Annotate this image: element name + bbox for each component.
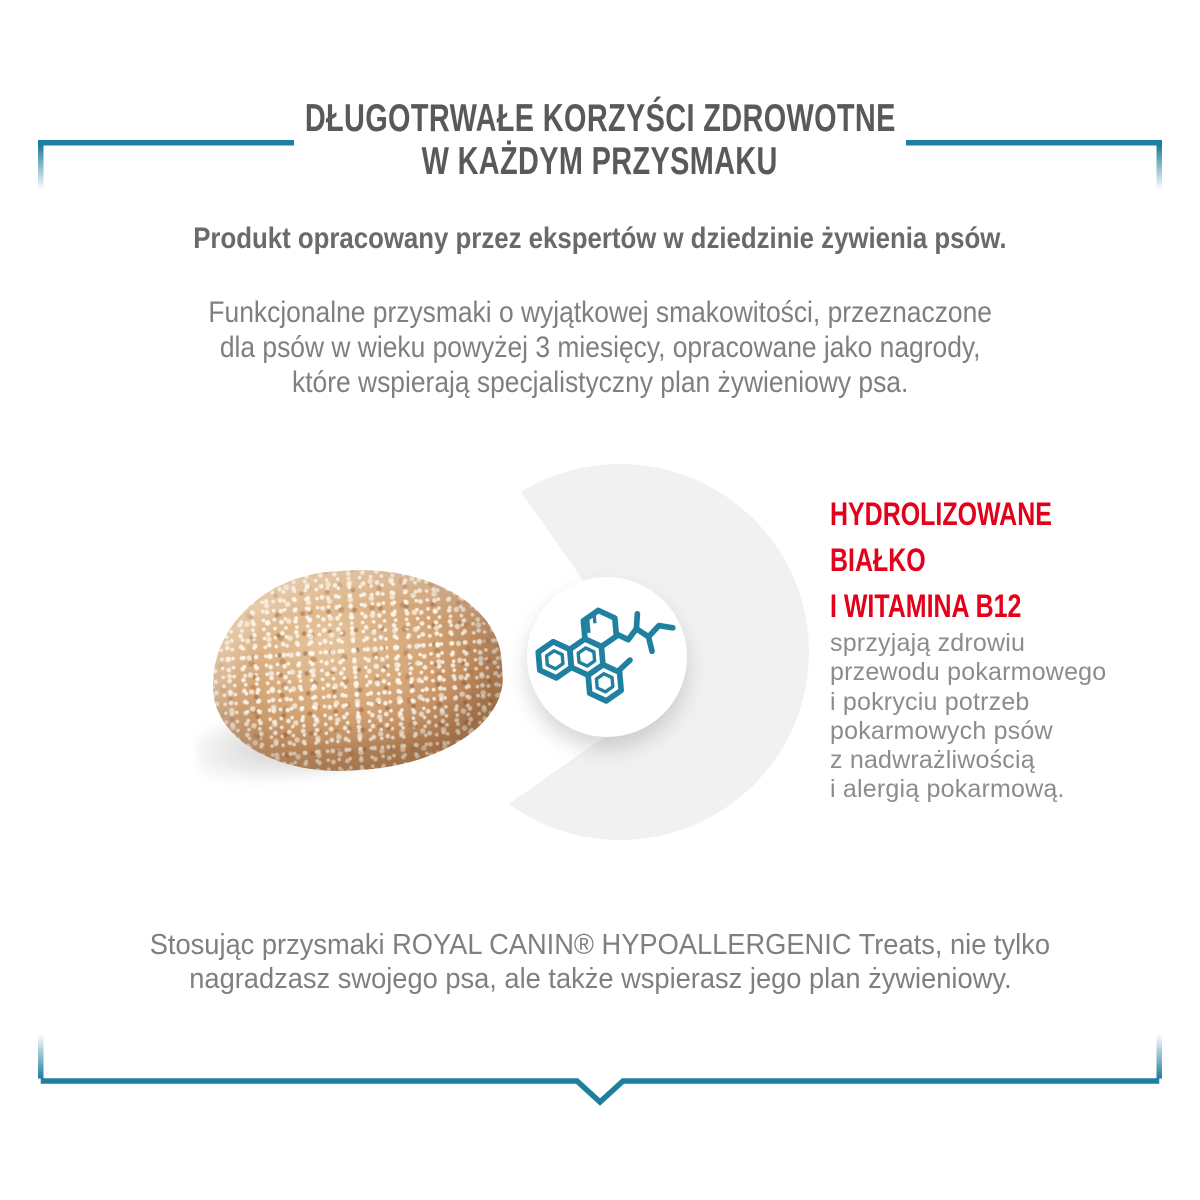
- intro-paragraph: [0, 295, 1200, 400]
- page-title-line-1: DŁUGOTRWAŁE KORZYŚCI ZDROWOTNE: [304, 97, 896, 140]
- page-title-line-2: W KAŻDYM PRZYSMAKU: [421, 140, 779, 183]
- feature-heading-line: BIAŁKO: [830, 542, 926, 578]
- feature-description: [830, 629, 1160, 805]
- feature-description-line: sprzyjają zdrowiu: [830, 629, 1026, 657]
- intro-line: dla psów w wieku powyżej 3 miesięcy, opracowane jako nagrody,: [219, 331, 981, 364]
- feature-heading-line: I WITAMINA B12: [830, 588, 1022, 624]
- subtitle: Produkt opracowany przez ekspertów w dziedzinie żywienia psów.: [193, 222, 1007, 255]
- feature-description-line: i pokryciu potrzeb: [830, 687, 1030, 716]
- feature-description-line: i alergią pokarmową.: [830, 775, 1065, 804]
- molecule-icon: [528, 596, 687, 718]
- intro-line: Funkcjonalne przysmaki o wyjątkowej smakowitości, przeznaczone: [208, 296, 992, 329]
- bottom-border-chevron: [38, 1034, 1162, 1102]
- footer-line: Stosując przysmaki ROYAL CANIN® HYPOALLERGENIC Treats, nie tylko: [149, 929, 1051, 961]
- feature-description-line: z nadwrażliwością: [830, 746, 1035, 775]
- page-title: [0, 97, 1200, 183]
- feature-icon-badge: [527, 577, 687, 737]
- feature-heading: [830, 491, 1190, 629]
- feature-description-line: przewodu pokarmowego: [830, 658, 1107, 687]
- feature-heading-line: HYDROLIZOWANE: [830, 496, 1052, 532]
- intro-line: które wspierają specjalistyczny plan żywieniowy psa.: [291, 366, 909, 399]
- footer-paragraph: [0, 928, 1200, 996]
- footer-line: nagradzasz swojego psa, ale także wspierasz jego plan żywieniowy.: [188, 963, 1012, 995]
- feature-description-line: pokarmowych psów: [830, 716, 1053, 745]
